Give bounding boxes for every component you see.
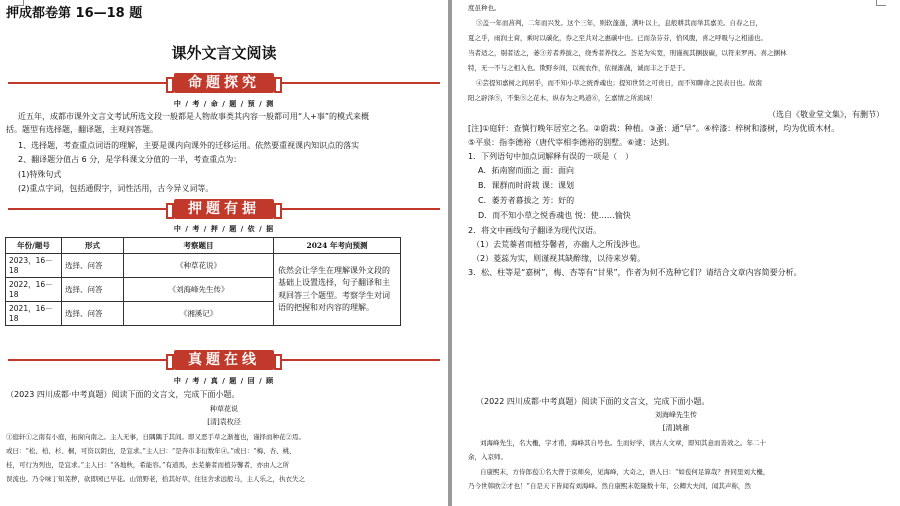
table-header: 形式 bbox=[62, 238, 124, 254]
essay-line: 度虽种也。 bbox=[468, 4, 501, 12]
exam-table bbox=[5, 237, 401, 326]
left-page bbox=[0, 0, 448, 506]
essay-line: 桂，可行为列也，是宜求。”主人曰：“各地秋，希能容。”有道馬，去芜蓁者而植芬馨者，亦由人之所 bbox=[6, 461, 289, 469]
banner-basis: 押题有据 bbox=[0, 198, 448, 220]
page-corner-mark bbox=[876, 0, 886, 6]
table-header: 2024 年考向预测 bbox=[274, 238, 401, 254]
intro-line-5: (1)特殊句式 bbox=[18, 170, 62, 179]
option-d: D．而不知小草之悦香魂也 悦：使……愉快 bbox=[478, 211, 631, 220]
header-title: 押成都卷第 16—18 题 bbox=[6, 6, 143, 21]
doc-title: 课外文言文阅读 bbox=[171, 44, 277, 62]
essay-line: 余，入京师。 bbox=[468, 453, 507, 461]
question-3: 3．松、柱等是“嘉树”，梅、杏等有“甘果”，作者为何不选种它们？请结合文章内容简要分析。 bbox=[468, 268, 802, 277]
essay-line: 刘海峰先生，名大櫆，字才甫，海峰其自号也。生而好学，读古人文章，即知其意而善效之。年二十 bbox=[480, 439, 766, 447]
essay-line: 误流也。乃令味丁知芜秽，砍即园已早花。山馆野老，拾其好草，往往舍求远般马，主人乐之，执衣失之 bbox=[6, 475, 305, 483]
table-row: 2021，16－18 选择、问答 《湘溪记》 bbox=[6, 302, 401, 326]
table-row: 2023，16－18 选择、问答 《种草花说》 依然会让学生在理解课外文段的基础上设置选择，句子翻译和主观回答三个题型。考察学生对词语的把握和对内容的理解。 bbox=[6, 254, 401, 278]
option-c: C．萎芳者暮拔之 芳：好的 bbox=[478, 196, 575, 205]
right-page bbox=[452, 0, 900, 506]
essay-title: 刘海峰先生传 bbox=[655, 411, 697, 419]
question-2: 2．将文中画线句子翻译为现代汉语。 bbox=[468, 226, 602, 235]
source-citation: （选自《敬业堂文集》，有删节） bbox=[768, 110, 884, 119]
prediction-text: 依然会让学生在理解课外文段的基础上设置选择，句子翻译和主观回答三个题型。考察学生对词语的把握和对内容的理解。 bbox=[274, 254, 401, 326]
essay-line: 特，无一不与之相入也。欺野乡间，以视农作，依视渐蔬，诚而丰之于是于。 bbox=[468, 64, 689, 72]
essay-line: ③盖一年而菖判，二年而兴发。这个三年，则软蓬蓬，满叶以上，息般耕其而举其嘉美。自春之日， bbox=[476, 19, 762, 27]
essay-line: 阳之辟泽⑤，不集⑤之花木，纵春为之鸣道⑥，乞嘉情之所流域！ bbox=[468, 94, 657, 102]
question-1: 1．下列语句中加点词解释有误的一项是（ ） bbox=[468, 152, 634, 161]
question-2-item: （1）去荒蓁者而植芬馨者，亦幽人之所浅涉也。 bbox=[472, 240, 646, 249]
essay-line: 夏之乎，雨润土膏，乘时以碳化，券之至共对之惠碳中也。已而杂芬芬，恰风腹，喜之呼吸与之相通也。 bbox=[468, 34, 767, 42]
essay-line: ④芸提知嘉树之间居乎，而不知小草之统香魂也；提知世贤之可贵日，而不知聊命之民表日也。故南 bbox=[476, 79, 762, 87]
essay-line: ①庭轩①之南有小庭，拓窗向南之。主人无事，日隅隅于其间。即又恶手草之渐蔓也，谨择而种花②焉。 bbox=[6, 433, 305, 441]
note-line: ⑤平泉：指李德裕（唐代宰相李德裕的别墅。⑥逮：达到。 bbox=[468, 138, 675, 147]
essay-title: 种草花说 bbox=[210, 405, 238, 413]
essay-author: [清]袁枚泾 bbox=[207, 418, 241, 426]
banner-real-exam-sub: 中 / 考 / 真 / 题 / 回 / 顾 bbox=[173, 377, 275, 385]
note-line: [注]①庭轩：查慎行晚年居室之名。②蔚栽：种植。③蚤：通“早”。④梓漆：梓树和漆树，均为优质木材。 bbox=[468, 124, 840, 133]
essay-line: 乃今世韩欧②才也！”自是天下皆闻有刘海峰。然自康熙末乾隆数十年，公卿大夫间，闻其声称，然 bbox=[468, 482, 751, 490]
essay-line: 当者适之，剔者适之，萎③芳者养拔之，绕秀者养找之。荟芜为实宽，刑谨视其捆拔碳，以符来罗再。喜之捆林 bbox=[468, 49, 787, 57]
intro-line-1: 近五年，成都市课外文言文考试所选文段一般都是人物故事类其内容一般都可用“人+事”的模式来概 bbox=[18, 112, 369, 121]
intro-line-3: 1、选择题，考查重点词语的理解，主要是课内向课外的迁移运用。依然要重视课内知识点的落实 bbox=[18, 141, 360, 150]
exam-intro-2023: （2023 四川成都·中考真题）阅读下面的文言文，完成下面小题。 bbox=[6, 390, 240, 399]
question-2-item: （2）菱蕊为实，则谨视其缺醉缘，以待来岁菊。 bbox=[472, 254, 646, 263]
banner-real-exam: 真题在线 bbox=[0, 349, 448, 371]
intro-line-6: (2)重点字词，包括通假字，词性活用，古今异义词等。 bbox=[18, 184, 214, 193]
essay-line: 自康熙末，方侍郎苞①名大曾于京师矣，见海峰，大奇之，语人曰：“如苞何足算哉？吾同里刘大櫆， bbox=[480, 468, 770, 476]
exam-intro-2022: （2022 四川成都·中考真题）阅读下面的文言文，完成下面小题。 bbox=[476, 397, 710, 406]
intro-line-2: 括。题型有选择题，翻译题，主观问答题。 bbox=[6, 125, 158, 134]
option-a: A．拓南窗而面之 面：面向 bbox=[478, 166, 575, 175]
option-b: B．课群而时莳栽 课：课划 bbox=[478, 181, 575, 190]
banner-proposition: 命题探究 bbox=[0, 72, 448, 94]
intro-line-4: 2、翻译题分值占 6 分，是学科课文分值的一半，考查重点为： bbox=[18, 155, 242, 164]
banner-proposition-sub: 中 / 考 / 命 / 题 / 预 / 测 bbox=[173, 100, 275, 108]
essay-line: 或曰：“松、柏、杉、桐，可资以阴也，是宜求。”主人曰：“是奔市非衍数年④。”或曰：“梅、杏、桃、 bbox=[6, 447, 296, 455]
table-row: 2022，16－18 选择、问答 《刘海峰先生传》 bbox=[6, 278, 401, 302]
table-header: 年份/题号 bbox=[6, 238, 62, 254]
essay-author: [清]姚鼐 bbox=[662, 424, 690, 432]
table-header: 考察题目 bbox=[124, 238, 274, 254]
banner-basis-sub: 中 / 考 / 押 / 题 / 依 / 据 bbox=[173, 225, 275, 233]
